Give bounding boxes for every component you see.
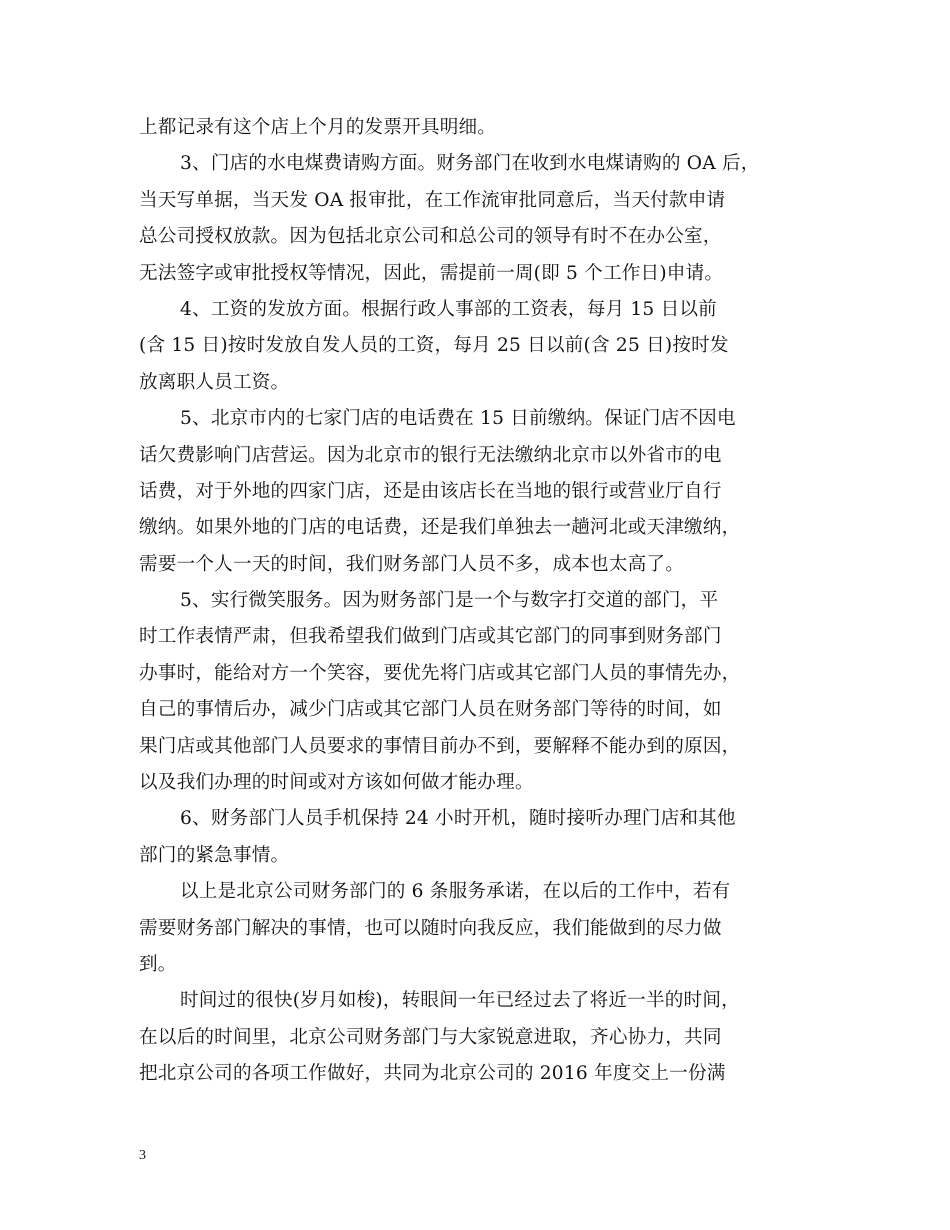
text-line: 需要一个人一天的时间，我们财务部门人员不多，成本也太高了。 [139, 553, 685, 575]
page-number: 3 [139, 1148, 146, 1163]
text-line: 3、门店的水电煤费请购方面。财务部门在收到水电煤请购的 OA 后， [180, 153, 760, 175]
text-line: 无法签字或审批授权等情况，因此，需提前一周(即 5 个工作日)申请。 [139, 262, 724, 284]
text-line: 以上是北京公司财务部门的 6 条服务承诺，在以后的工作中，若有 [180, 881, 731, 903]
text-line: (含 15 日)按时发放自发人员的工资，每月 25 日以前(含 25 日)按时发 [139, 335, 729, 357]
text-line: 果门店或其他部门人员要求的事情目前办不到，要解释不能办到的原因， [139, 735, 741, 757]
text-line: 放离职人员工资。 [139, 371, 290, 393]
text-line: 话费，对于外地的四家门店，还是由该店长在当地的银行或营业厅自行 [139, 480, 722, 502]
text-line: 部门的紧急事情。 [139, 844, 290, 866]
text-line: 把北京公司的各项工作做好，共同为北京公司的 2016 年度交上一份满 [139, 1063, 726, 1085]
text-line: 话欠费影响门店营运。因为北京市的银行无法缴纳北京市以外省市的电 [139, 444, 722, 466]
document-body [139, 110, 829, 1093]
text-line: 时间过的很快(岁月如梭)，转眼间一年已经过去了将近一半的时间， [180, 990, 740, 1012]
text-line: 5、实行微笑服务。因为财务部门是一个与数字打交道的部门，平 [180, 590, 719, 612]
text-line: 自己的事情后办，减少门店或其它部门人员在财务部门等待的时间，如 [139, 699, 722, 721]
text-line: 到。 [139, 953, 177, 975]
text-line: 需要财务部门解决的事情，也可以随时向我反应，我们能做到的尽力做 [139, 917, 722, 939]
text-line: 缴纳。如果外地的门店的电话费，还是我们单独去一趟河北或天津缴纳， [139, 517, 741, 539]
text-line: 时工作表情严肃，但我希望我们做到门店或其它部门的同事到财务部门 [139, 626, 722, 648]
text-line: 总公司授权放款。因为包括北京公司和总公司的领导有时不在办公室， [139, 226, 722, 248]
text-line: 上都记录有这个店上个月的发票开具明细。 [139, 117, 497, 138]
text-line: 5、北京市内的七家门店的电话费在 15 日前缴纳。保证门店不因电 [180, 408, 736, 430]
text-line: 在以后的时间里，北京公司财务部门与大家锐意进取，齐心协力，共同 [139, 1026, 722, 1048]
text-line: 以及我们办理的时间或对方该如何做才能办理。 [139, 772, 534, 794]
text-line: 4、工资的发放方面。根据行政人事部的工资表，每月 15 日以前 [180, 298, 717, 320]
text-line: 6、财务部门人员手机保持 24 小时开机，随时接听办理门店和其他 [180, 808, 736, 830]
text-line: 当天写单据，当天发 OA 报审批，在工作流审批同意后，当天付款申请 [139, 189, 726, 211]
text-line: 办事时，能给对方一个笑容，要优先将门店或其它部门人员的事情先办， [139, 662, 741, 684]
